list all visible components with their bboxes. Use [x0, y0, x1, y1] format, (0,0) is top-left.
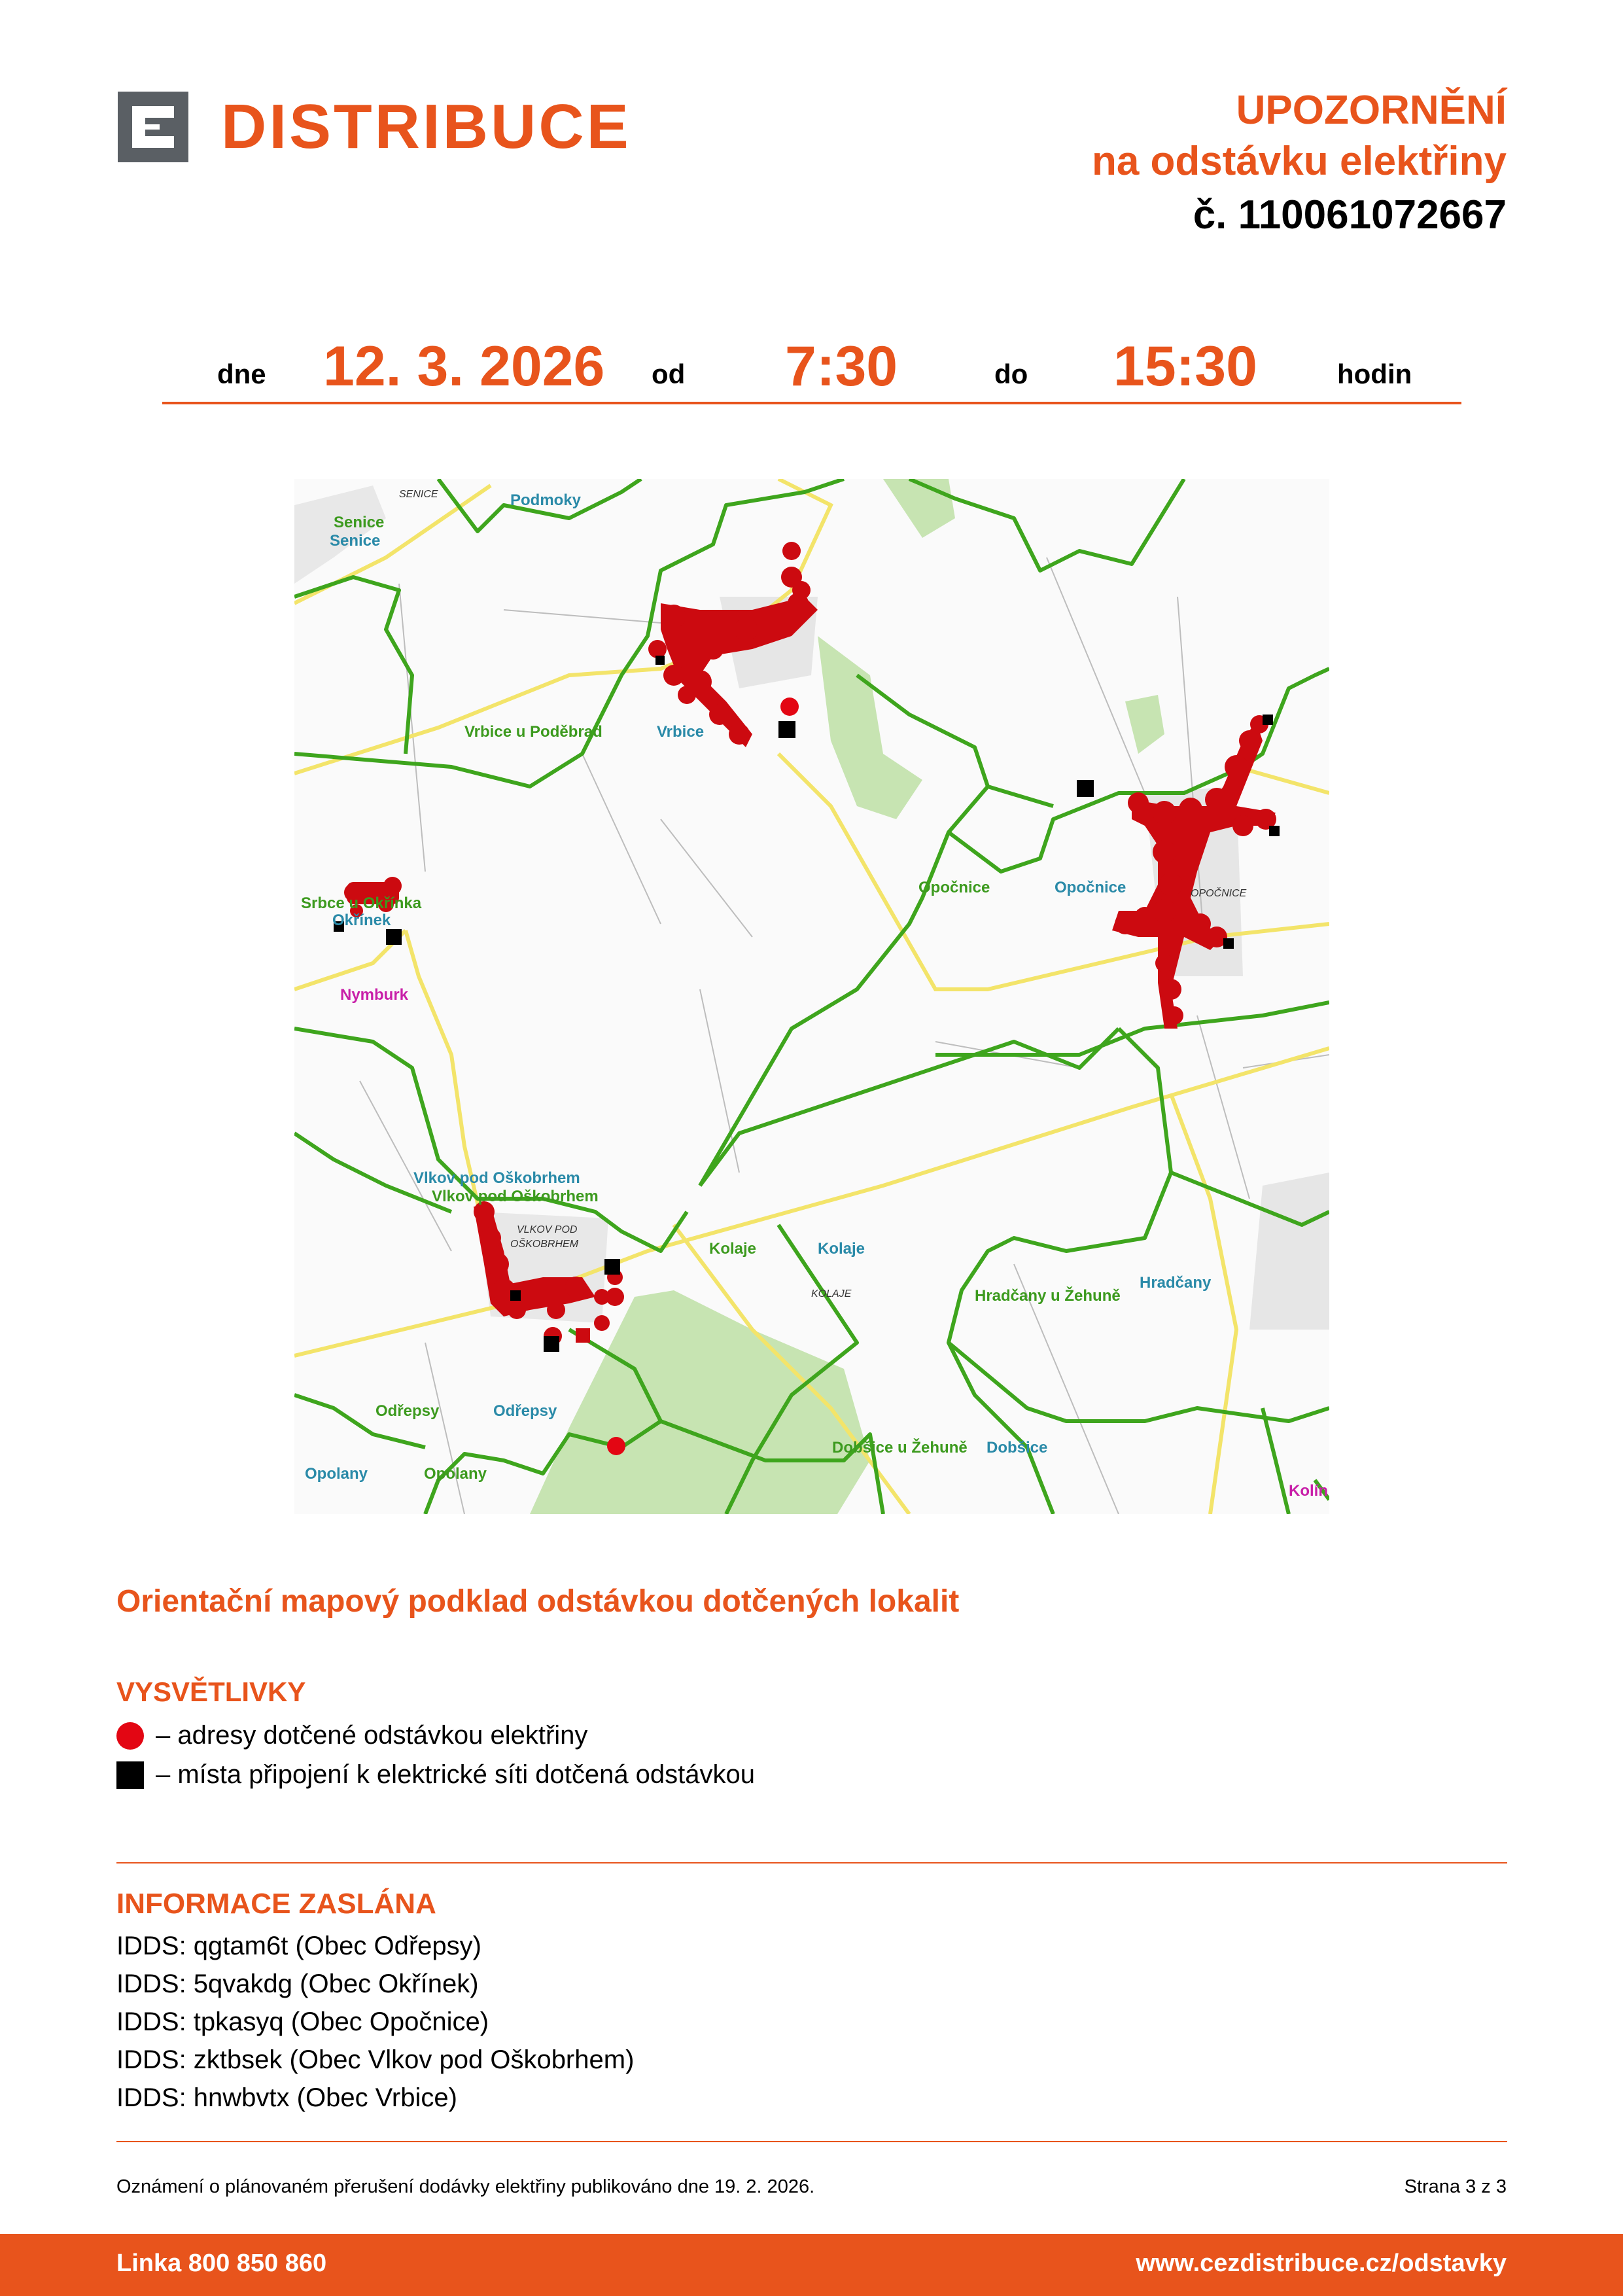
- connection-point: [655, 656, 665, 665]
- brand-name: DISTRIBUCE: [221, 92, 631, 162]
- map-label: Hradčany u Žehuně: [975, 1287, 1121, 1305]
- outage-date: 12. 3. 2026: [323, 335, 605, 398]
- map-label: Odřepsy: [375, 1402, 440, 1420]
- page-number: Strana 3 z 3: [1404, 2176, 1507, 2197]
- connection-point: [544, 1336, 559, 1352]
- notice-number: č. 110061072667: [1193, 192, 1507, 238]
- hotline[interactable]: Linka 800 850 860: [116, 2250, 327, 2277]
- map-label: Nymburk: [340, 986, 409, 1004]
- map-label: OŠKOBRHEM: [510, 1239, 579, 1250]
- connection-point: [1263, 715, 1273, 725]
- map-label: Vrbice: [657, 723, 705, 741]
- connection-point: [778, 721, 795, 738]
- map-label: Kolín: [1289, 1482, 1328, 1500]
- map-label: Opolany: [305, 1465, 368, 1483]
- map-label: Dobšice: [986, 1439, 1048, 1457]
- website-link[interactable]: www.cezdistribuce.cz/odstavky: [1136, 2250, 1507, 2277]
- connection-point: [1077, 780, 1094, 797]
- map-label: Senice: [334, 514, 385, 531]
- map-label: Okřínek: [332, 911, 391, 929]
- connection-point: [1223, 938, 1234, 949]
- connection-point: [1269, 826, 1280, 836]
- legend-item: [116, 1721, 587, 1750]
- map-label: VLKOV POD: [517, 1224, 578, 1235]
- map-label: Vrbice u Poděbrad: [464, 723, 602, 741]
- black-square-icon: [116, 1761, 144, 1789]
- divider: [116, 2141, 1507, 2142]
- legend-item: [116, 1760, 755, 1790]
- map-label: Vlkov pod Oškobrhem: [413, 1169, 580, 1187]
- outage-map[interactable]: [294, 479, 1329, 1514]
- map-label: Odřepsy: [493, 1402, 557, 1420]
- map-label: Srbce u Okřínka: [301, 894, 422, 912]
- info-line: IDDS: zktbsek (Obec Vlkov pod Oškobrhem): [116, 2045, 635, 2074]
- map-label: Dobšice u Žehuně: [832, 1439, 968, 1457]
- map-label: Hradčany: [1140, 1274, 1212, 1292]
- connection-point: [510, 1290, 521, 1301]
- connection-point: [576, 1328, 590, 1343]
- info-line: IDDS: hnwbvtx (Obec Vrbice): [116, 2083, 457, 2112]
- notice-subtitle: na odstávku elektřiny: [1091, 139, 1507, 184]
- red-dot-icon: [116, 1722, 144, 1750]
- map-label: Vlkov pod Oškobrhem: [432, 1188, 599, 1205]
- map-label: Kolaje: [818, 1240, 865, 1258]
- date-label: dne: [217, 359, 266, 389]
- map-label: Senice: [330, 532, 381, 550]
- hours-label: hodin: [1337, 359, 1412, 389]
- map-label: OPOČNICE: [1191, 888, 1247, 899]
- map-label: KOLAJE: [811, 1288, 852, 1299]
- to-label: do: [994, 359, 1028, 389]
- connection-point: [604, 1259, 620, 1275]
- map-label: Podmoky: [510, 491, 582, 509]
- map-label: Opočnice: [1055, 879, 1126, 896]
- map-label: SENICE: [399, 489, 438, 500]
- divider: [116, 1862, 1507, 1863]
- from-label: od: [652, 359, 686, 389]
- outage-to: 15:30: [1113, 335, 1257, 398]
- legend-item-text: – místa připojení k elektrické síti dotčená odstávkou: [156, 1760, 756, 1789]
- distribuce-logo-icon: [118, 92, 188, 162]
- outage-from: 7:30: [785, 335, 898, 398]
- notice-title: UPOZORNĚNÍ: [1236, 88, 1507, 133]
- connection-point: [386, 929, 402, 945]
- legend-title: VYSVĚTLIVKY: [116, 1676, 306, 1707]
- map-label: Opočnice: [918, 879, 990, 896]
- map-label: Kolaje: [709, 1240, 757, 1258]
- publication-note: Oznámení o plánovaném přerušení dodávky elektřiny publikováno dne 19. 2. 2026.: [116, 2176, 815, 2197]
- map-label: Opolany: [424, 1465, 487, 1483]
- info-line: IDDS: qgtam6t (Obec Odřepsy): [116, 1932, 481, 1960]
- legend-item-text: – adresy dotčené odstávkou elektřiny: [156, 1721, 588, 1750]
- date-underline: [162, 402, 1461, 404]
- map-caption: Orientační mapový podklad odstávkou dotčených lokalit: [116, 1584, 960, 1619]
- info-line: IDDS: tpkasyq (Obec Opočnice): [116, 2007, 489, 2036]
- info-line: IDDS: 5qvakdg (Obec Okřínek): [116, 1969, 479, 1998]
- info-title: INFORMACE ZASLÁNA: [116, 1888, 436, 1920]
